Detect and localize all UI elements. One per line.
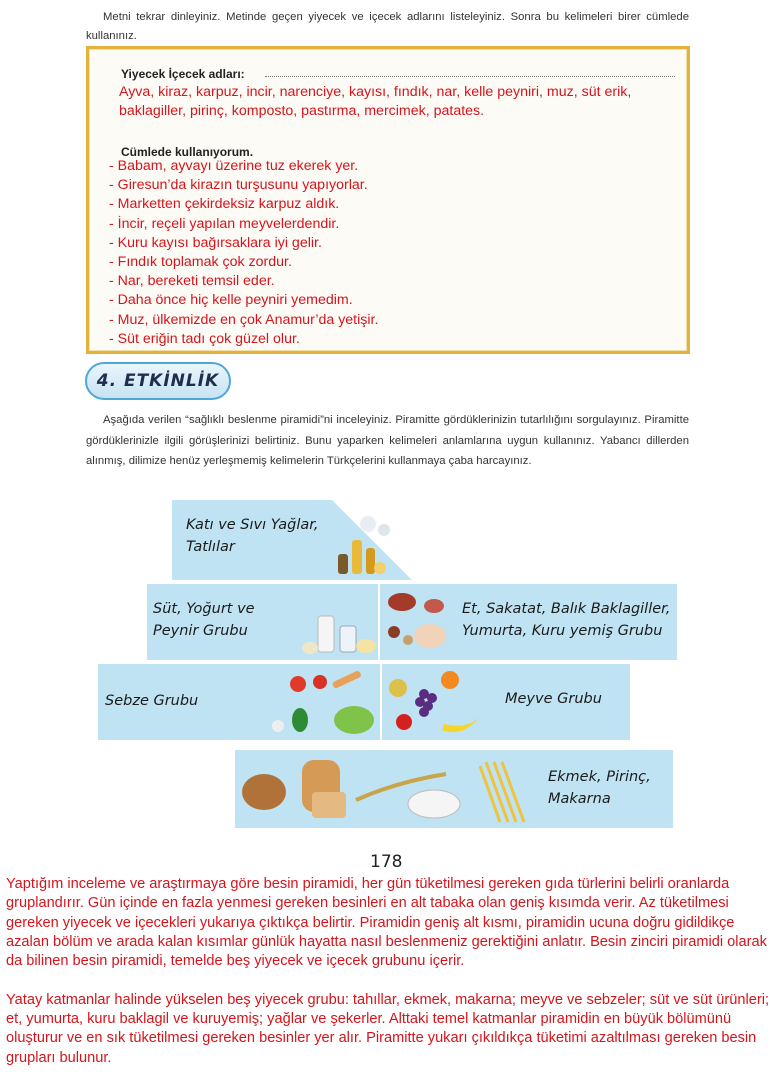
answer-commentary: [6, 875, 771, 1068]
commentary-paragraph: Yatay katmanlar halinde yükselen beş yiyecek grubu: tahıllar, ekmek, makarna; meyve ve sebzeler; süt ve süt ürünleri; et, yumurta, kuru baklagil ve kuruyemiş; yağlar ve şekerler. Alttaki temel katmanlar piramidin en büyük bölümünü oluşturur ve en sık tüketilmesi gereken besinler yer alır. Piramitte yukarı çıkıldıkça tüketimi azaltılması gereken besin grupları bulunur.: [6, 991, 770, 1066]
tier-fruit-label: Meyve Grubu: [505, 691, 602, 707]
dotted-line: [265, 76, 675, 77]
sentences-heading: Cümlede kullanıyorum.: [121, 145, 254, 159]
sentence-item: - Daha önce hiç kelle peyniri yemedim.: [109, 292, 353, 309]
tier-vegetable-label: Sebze Grubu: [105, 693, 199, 709]
sentence-item: - Marketten çekirdeksiz karpuz aldık.: [109, 196, 340, 213]
sentence-item: - Kuru kayısı bağırsaklara iyi gelir.: [109, 234, 322, 251]
sentence-item: - Süt eriğin tadı çok güzel olur.: [109, 330, 300, 347]
meat-eggs-nuts-icon: [382, 588, 452, 656]
sentence-item: - Giresun’da kirazın turşusunu yapıyorlar.: [109, 177, 368, 194]
tier-dairy-label: Süt, Yoğurt ve Peynir Grubu: [153, 601, 255, 639]
sentence-item: - Nar, bereketi temsil eder.: [109, 273, 275, 290]
grains-bread-pasta-icon: [236, 752, 536, 826]
tier-grain-label: Ekmek, Pirinç, Makarna: [548, 769, 651, 807]
food-names-answer: Ayva, kiraz, karpuz, incir, narenciye, kayısı, fındık, nar, kelle peyniri, muz, süt erik, baklagiller, pirinç, komposto, pastırma, mercimek, patates.: [119, 84, 632, 119]
tier-fats-sweets-label: Katı ve Sıvı Yağlar, Tatlılar: [186, 517, 319, 555]
food-names-heading: Yiyecek İçecek adları:: [121, 67, 245, 81]
instruction-text: Metni tekrar dinleyiniz. Metinde geçen yiyecek ve içecek adlarını listeleyiniz. Sonra bu kelimeleri birer cümlede kullanınız.: [86, 11, 689, 42]
activity-title-badge: 4. ETKİNLİK: [85, 362, 231, 400]
dairy-products-icon: [300, 608, 380, 658]
commentary-paragraph: Yaptığım inceleme ve araştırmaya göre besin piramidi, her gün tüketilmesi gereken gıda türlerini belirli oranlarda gruplandırır. Gün içinde en fazla yenmesi gereken besinleri en alt tabaka olan geniş kısımda verir. Az tüketilmesi gereken yiyecek ve içecekleri yukarıya çıktıkça belirtir. Piramidin geniş alt kısmı, piramidin ucuna doğru gidildikçe azalan bölüm ve arada kalan kısımlar günlük hayatta nasıl beslenmeniz gerektiğini anlatır. Besin zinciri piramidi olarak da bilinen besin piramidi, temelde beş yiyecek ve içecek grubunu içerir.: [6, 876, 767, 970]
sentence-list: [109, 157, 669, 349]
tier-divider: [380, 664, 382, 740]
activity-instructions: Aşağıda verilen “sağlıklı beslenme piramidi”ni inceleyiniz. Piramitte gördüklerinizin tutarlılığını sorgulayınız. Piramitte gördüklerinizle ilgili görüşlerinizi belirtiniz. Bunu yaparken kelimeleri anlamlarına uygun kullanınız. Yabancı dillerden alınmış, dilimize henüz yerleşmemiş kelimelerin Türkçelerini kullanmaya çaba harcayınız.: [86, 414, 689, 467]
tier-meat-label: Et, Sakatat, Balık Baklagiller, Yumurta, Kuru yemiş Grubu: [462, 601, 671, 639]
page-number: 178: [370, 852, 403, 872]
sentence-item: - İncir, reçeli yapılan meyvelerdendir.: [109, 215, 340, 232]
vegetables-icon: [268, 670, 378, 738]
sentence-item: - Babam, ayvayı üzerine tuz ekerek yer.: [109, 158, 359, 174]
sentence-item: - Muz, ülkemizde en çok Anamur’da yetişir.: [109, 311, 379, 328]
answer-box: [86, 46, 690, 354]
fruits-icon: [384, 668, 484, 738]
sentence-item: - Fındık toplamak çok zordur.: [109, 254, 292, 271]
